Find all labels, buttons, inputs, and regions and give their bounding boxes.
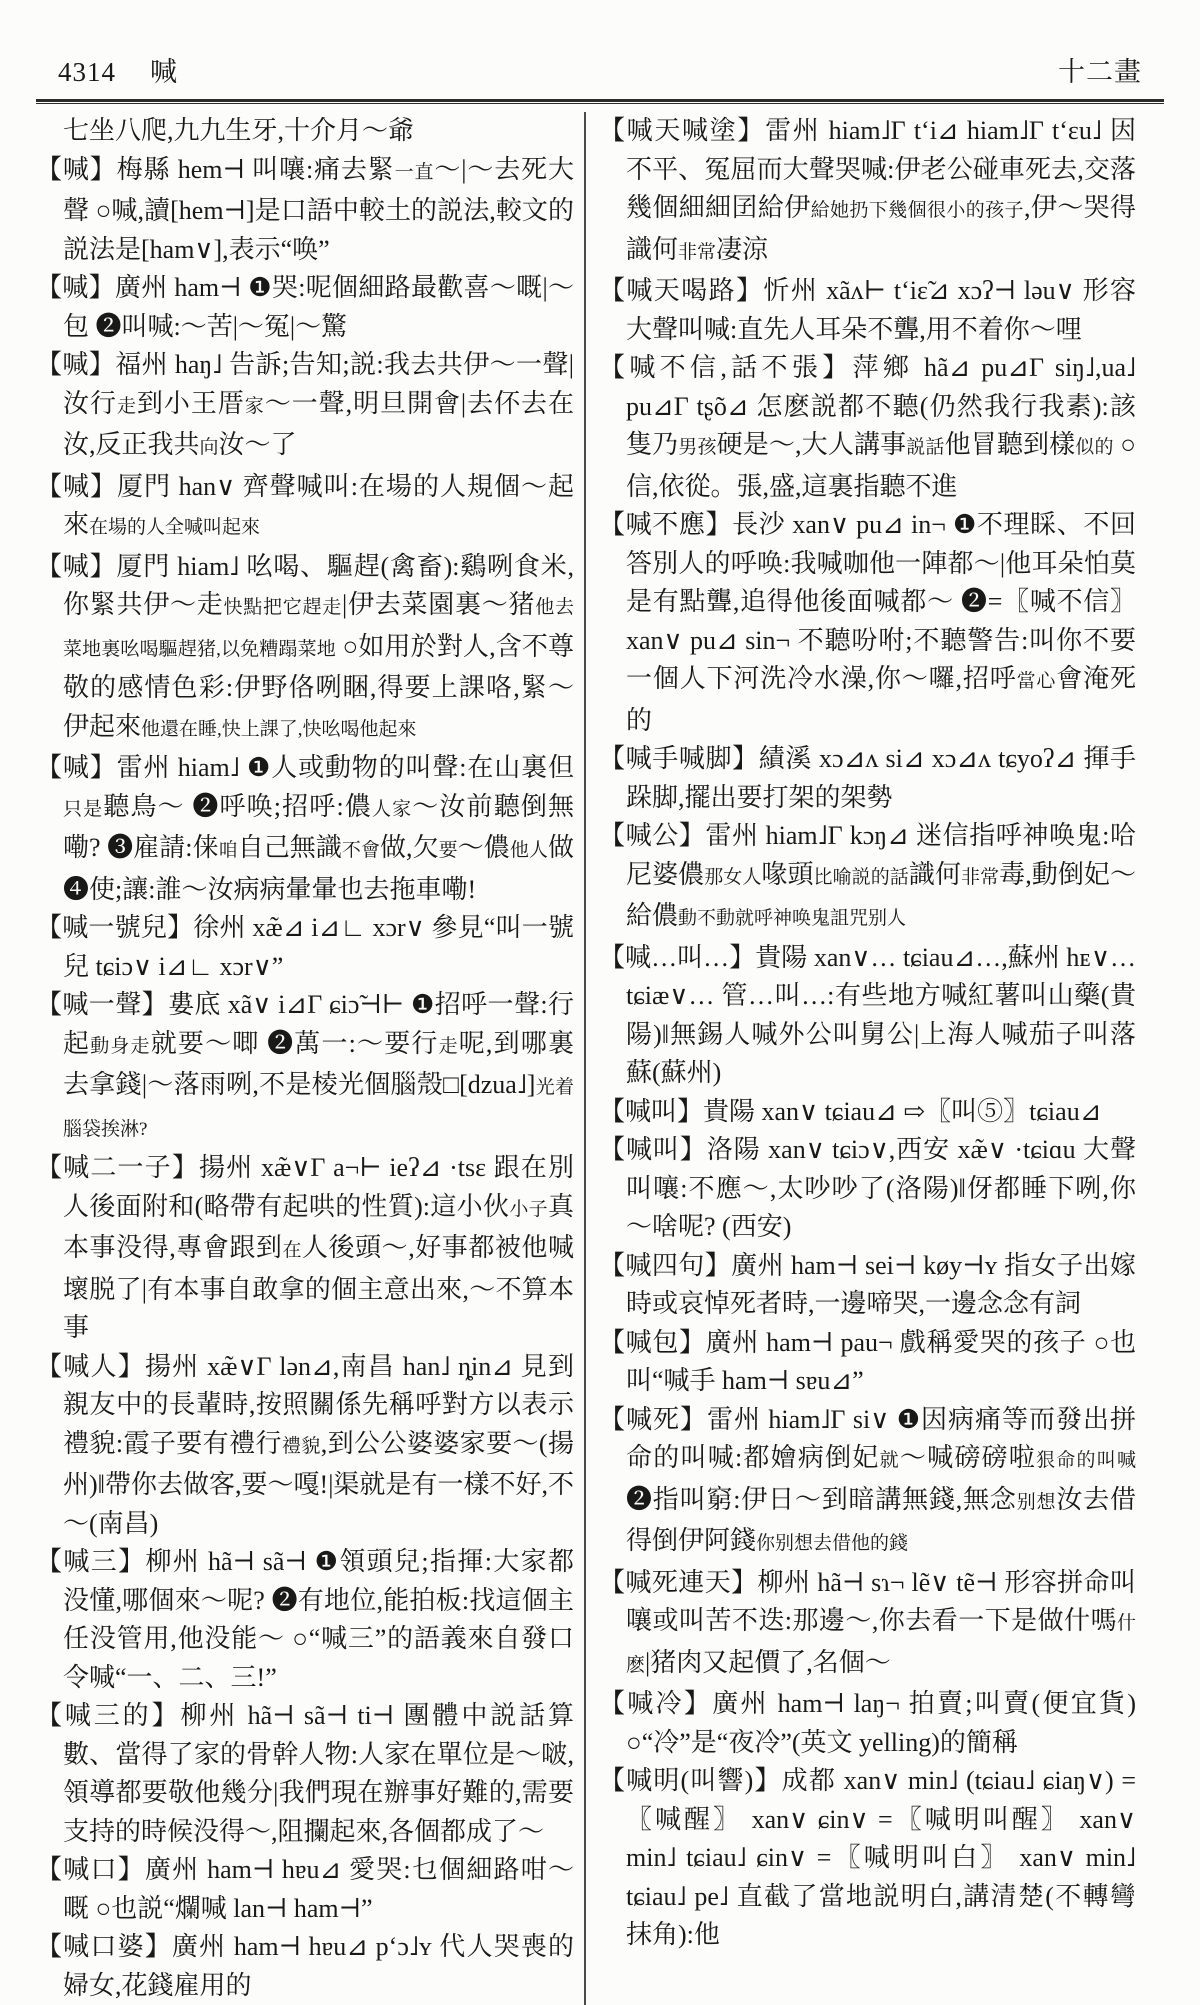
entry-text: 識何 — [908, 859, 962, 889]
gloss-text: 人家 — [371, 798, 413, 820]
gloss-text: 向 — [199, 437, 219, 458]
header-left — [58, 50, 212, 89]
entry-text: 【喊叫】貴陽 xan∨ tɕiau⊿ ⇨〖叫⑤〗tɕiau⊿ — [599, 1096, 1102, 1126]
entry-text: 【喊手喊脚】績溪 xɔ⊿ʌ si⊿ xɔ⊿ʌ tɕyoʔ⊿ 揮手跺脚,擺出要打架的架勢 — [599, 744, 1136, 812]
dictionary-entry — [599, 1131, 1136, 1247]
entry-text: 就要～唧 ❷萬一:～要行 — [150, 1028, 439, 1058]
dictionary-entry — [36, 1543, 574, 1697]
gloss-text: 給她扔下幾個很小的孩子 — [810, 200, 1024, 221]
radical-character: 喊 — [150, 57, 178, 87]
left-column — [36, 112, 586, 2005]
entry-text: 【喊】廣州 ham⊣ ❶哭:呢個細路最歡喜～嘅|～包 ❷叫喊:～苦|～冤|～驚 — [36, 273, 574, 341]
stroke-section-label: 十二畫 — [1058, 57, 1142, 87]
gloss-text: 小子 — [509, 1198, 548, 1220]
gloss-text: 别想 — [1016, 1491, 1057, 1513]
entry-text: 【喊死連天】柳州 hã⊣ sɿ¬ lẽ∨ tẽ⊣ 形容拼命叫嚷或叫苦不迭:那邊～,你去看一下是做什嗎 — [599, 1567, 1136, 1635]
entry-text: 【喊明(叫響)】成都 xan∨ min˩ (tɕiau˩ ɕiaŋ∨) =〖喊醒〗 xan∨ ɕin∨ =〖喊明叫醒〗 xan∨ min˩ tɕiau˩ ɕin∨ =〖喊明叫白〗 xan∨ min˩ tɕiau˩ pe˩ 直截了當地説明白,講清楚(不轉彎抹角):他 — [599, 1766, 1136, 1949]
entry-text: 凄涼 — [716, 234, 769, 264]
dictionary-entry — [599, 272, 1136, 349]
entry-text: 【喊叫】洛陽 xan∨ tɕiɔ∨,西安 xæ̃∨ ·tɕiɑu 大聲叫嚷:不應～,太吵吵了(洛陽)‖伢都睡下咧,你～啥呢? (西安) — [599, 1135, 1136, 1241]
dictionary-entry — [599, 1093, 1136, 1132]
entry-text: 【喊冷】廣州 ham⊣ laŋ¬ 拍賣;叫賣(便宜貨) ○“冷”是“夜冷”(英文 yelling)的簡稱 — [599, 1689, 1136, 1757]
entry-text: ❷指叫窮:伊日～到暗講無錢,無念 — [626, 1484, 1017, 1514]
gloss-text: 他人 — [509, 840, 548, 861]
entry-text: 【喊】梅縣 hem⊣ 叫嚷:痛去緊 — [36, 154, 395, 184]
gloss-text: 走 — [116, 395, 137, 417]
entry-text: 【喊…叫…】貴陽 xan∨… tɕiau⊿…,蘇州 hᴇ∨… tɕiæ∨… 管…叫…:有些地方喊紅薯叫山藥(貴陽)‖無錫人喊外公叫舅公|上海人喊茄子叫落蘇(蘇州) — [599, 942, 1136, 1087]
dictionary-entry — [36, 1928, 574, 2005]
dictionary-entry — [36, 749, 574, 909]
gloss-text: 咱 — [218, 840, 238, 861]
page-header — [36, 50, 1164, 99]
gloss-text: 要 — [438, 840, 458, 861]
entry-text: ,到公公婆婆家要～(揚州)‖帶你去做客,要～嘎!|渠就是有一樣不好,不～(南昌) — [63, 1428, 574, 1538]
gloss-text: 家 — [244, 395, 265, 417]
dictionary-entry — [36, 909, 574, 986]
entry-text: 【喊】厦門 hiam˩ 吆喝、驅趕(禽畜):鷄咧食米,你緊共伊～走 — [36, 551, 574, 619]
dictionary-entry — [36, 112, 574, 151]
gloss-text: 什麽 — [626, 1613, 1136, 1676]
gloss-text: 在 — [282, 1240, 302, 1261]
entry-text: 【喊人】揚州 xæ̃∨Γ lən⊿,南昌 han˩ ȵin⊿ 見到親友中的長輩時,按照關係先稱呼對方以表示禮貌:霞子要有禮行 — [36, 1351, 574, 1458]
entry-text: 硬是～,大人講事 — [716, 430, 907, 459]
dictionary-entry — [36, 1851, 574, 1928]
entry-text: 自己無識 — [237, 833, 342, 862]
entry-text: ～一聲,明旦開會|去伓去在汝,反正我共 — [63, 388, 574, 459]
gloss-text: 只是 — [63, 798, 104, 820]
dictionary-entry — [599, 1247, 1136, 1324]
gloss-text: 似的 — [1075, 437, 1114, 458]
text-columns — [36, 112, 1164, 2005]
gloss-text: 狠命的叫喊 — [1036, 1450, 1136, 1471]
dictionary-entry — [599, 112, 1136, 272]
entry-text: |猪肉又起價了,名個～ — [645, 1647, 891, 1677]
gloss-text: 他還在睡,快上課了,快吆喝他起來 — [141, 718, 417, 740]
entry-text: 聽鳥～ ❷呼唤;招呼:儂 — [103, 791, 372, 821]
dictionary-entry — [599, 1762, 1136, 1955]
header-rule — [36, 99, 1164, 104]
page-number: 4314 — [58, 57, 116, 87]
entry-text: 真本事没得,專會跟到 — [63, 1191, 574, 1262]
entry-text: 喙頭 — [761, 859, 814, 889]
entry-text: 【喊不信,話不張】萍鄉 hã⊿ pu⊿Γ siŋ˩,ua˩ pu⊿Γ tʂõ⊿ 怎麽説都不聽(仍然我行我素):該隻乃 — [599, 353, 1136, 459]
gloss-text: 説話 — [906, 437, 945, 458]
entry-text: 【喊四句】廣州 ham⊣ sei⊣ køy⊣ʏ 指女子出嫁時或哀悼死者時,一邊啼哭,一邊念念有詞 — [599, 1250, 1136, 1318]
entry-text: 【喊天喊塗】雷州 hiam˩Γ tʻi⊿ hiam˩Γ tʻɛu˩ 因不平、冤屈而大聲哭喊:伊老公碰車死去,交落幾個細細囝給伊 — [599, 116, 1136, 222]
dictionary-entry — [36, 1149, 574, 1348]
entry-text: 【喊不應】長沙 xan∨ pu⊿ in¬ ❶不理睬、不回答別人的呼唤:我喊咖他一陣都～|他耳朵怕莫是有點聾,追得他後面喊都～ ❷=〖喊不信〗 xan∨ pu⊿ sin¬ 不聽吩咐;不聽警告:叫你不要一個人下河洗冷水澡,你～囉,招呼 — [599, 510, 1136, 693]
dictionary-entry — [599, 506, 1136, 740]
gloss-text: 禮貌 — [281, 1435, 321, 1457]
entry-text: 到小王厝 — [136, 388, 245, 418]
entry-text: 【喊】雷州 hiam˩ ❶人或動物的叫聲:在山裏但 — [36, 753, 574, 782]
entry-text: 【喊口】廣州 ham⊣ hɐu⊿ 愛哭:乜個細路咁～嘅 ○也説“爛喊 lan⊣ ham⊣” — [36, 1855, 574, 1923]
gloss-text: 動身走 — [90, 1035, 151, 1057]
gloss-text: 他去菜地裏吆喝驅趕猪,以免糟蹋菜地 — [63, 597, 574, 660]
entry-text: 會淹死的 — [626, 664, 1136, 735]
dictionary-entry — [599, 1564, 1136, 1686]
gloss-text: 當心 — [1016, 671, 1057, 692]
gloss-text: 那女人 — [704, 866, 762, 888]
entry-text: 汝去借得倒伊阿錢 — [626, 1484, 1136, 1555]
gloss-text: 不會 — [341, 840, 380, 861]
entry-text: ～儂 — [457, 833, 510, 862]
entry-text: 【喊天喝路】忻州 xãʌ⊢ tʻiɛ̃⊿ xɔʔ⊣ ləu∨ 形容大聲叫喊:直先人耳朵不聾,用不着你～哩 — [599, 276, 1136, 344]
entry-text: 【喊包】廣州 ham⊣ pau¬ 戲稱愛哭的孩子 ○也叫“喊手 ham⊣ sɐu⊿” — [599, 1327, 1136, 1395]
dictionary-entry — [599, 817, 1136, 939]
gloss-text: 一直 — [394, 161, 435, 183]
entry-text: 【喊口婆】廣州 ham⊣ hɐu⊿ pʻɔ˩ʏ 代人哭喪的婦女,花錢雇用的 — [36, 1932, 574, 2000]
entry-text: 【喊一號兒】徐州 xæ̃⊿ i⊿∟ xɔr∨ 參見“叫一號兒 tɕiɔ∨ i⊿∟ xɔr∨” — [36, 913, 574, 981]
dictionary-entry — [36, 1348, 574, 1544]
entry-text: 【喊】福州 haŋ˩ 告訴;告知;説:我去共伊～一聲|汝行 — [36, 350, 574, 418]
entry-text: 呢,到哪裏去拿錢|～落雨咧,不是棱光個腦殼□[dzua˩] — [63, 1028, 574, 1099]
dictionary-entry — [599, 740, 1136, 817]
entry-text: 【喊二一子】揚州 xæ̃∨Γ a¬⊢ ieʔ⊿ ·tsɛ 跟在別人後面附和(略帶有起哄的性質):這小伙 — [36, 1153, 574, 1221]
entry-text: ～喊磅磅啦 — [899, 1443, 1037, 1472]
entry-text: 做,欠 — [380, 833, 439, 862]
gloss-text: 走 — [438, 1035, 459, 1057]
entry-text: ～|～去死大聲 ○喊,讀[hem⊣]是口語中較土的説法,較文的説法是[ham∨],表示“唤” — [63, 154, 574, 264]
dictionary-entry — [36, 548, 574, 750]
dictionary-entry — [36, 269, 574, 346]
entry-text: ,伊～哭得識何 — [626, 193, 1136, 264]
dictionary-entry — [36, 986, 574, 1149]
entry-text: 【喊一聲】婁底 xã∨ i⊿Γ ɕiɔ̃⊣⊢ ❶招呼一聲:行起 — [36, 990, 574, 1058]
dictionary-entry — [36, 468, 574, 548]
gloss-text: 快點把它趕走 — [223, 597, 342, 618]
gloss-text: 比喻説的話 — [813, 866, 909, 888]
dictionary-entry — [599, 1401, 1136, 1564]
dictionary-entry — [599, 349, 1136, 506]
gloss-text: 在場的人全喊叫起來 — [89, 517, 261, 538]
entry-text: 做 ❹使;讓:誰～汝病病暈暈也去拖車嘞! — [63, 833, 574, 904]
entry-text: ○如用於對人,含不尊敬的感情色彩:伊野佫咧睏,得要上課咯,緊～伊起來 — [63, 631, 574, 741]
dictionary-entry — [36, 151, 574, 270]
entry-text: ～汝前聽倒無嘞? ❸雇請:俫 — [63, 791, 574, 862]
dictionary-entry — [36, 1697, 574, 1851]
entry-text: 汝～了 — [218, 430, 297, 459]
gloss-text: 你别想去借他的錢 — [756, 1533, 909, 1554]
gloss-text: 非常 — [961, 866, 1000, 888]
entry-text: 人後頭～,好事都被他喊壞脱了|有本事自敢拿的個主意出來,～不算本事 — [63, 1233, 574, 1342]
gloss-text: 動不動就呼神唤鬼詛咒别人 — [678, 908, 907, 929]
dictionary-entry — [599, 1324, 1136, 1401]
gloss-text: 非常 — [678, 241, 717, 263]
entry-text: 【喊三】柳州 hã⊣ sã⊣ ❶領頭兒;指揮:大家都没懂,哪個來～呢? ❷有地位,能拍板:找這個主任没管用,他没能～ ○“喊三”的語義來自發口令喊“一、二、三!” — [36, 1547, 574, 1692]
gloss-text: 男孩 — [678, 437, 717, 458]
dictionary-entry — [36, 346, 574, 468]
right-column — [586, 112, 1136, 2005]
gloss-text: 光着腦袋挨淋? — [63, 1077, 574, 1140]
gloss-text: 就 — [879, 1450, 900, 1471]
entry-text: 毒,動倒妃～給儂 — [626, 859, 1136, 930]
dictionary-entry — [599, 939, 1136, 1093]
entry-text: |伊去菜園裏～猪 — [342, 590, 536, 619]
entry-text: 他冒聽到樣 — [944, 430, 1076, 459]
entry-text: 【喊公】雷州 hiam˩Γ kɔŋ⊿ 迷信指呼神唤鬼:哈尼婆儂 — [599, 821, 1136, 889]
entry-text: 七坐八爬,九九生牙,十介月～爺 — [63, 116, 415, 145]
entry-text: ○信,依從。張,盛,這裏指聽不進 — [626, 430, 1136, 501]
entry-text: 【喊死】雷州 hiam˩Γ si∨ ❶因病痛等而發出拼命的叫喊:都嬒病倒妃 — [599, 1404, 1136, 1472]
entry-text: 【喊】厦門 han∨ 齊聲喊叫:在場的人規個～起來 — [36, 471, 574, 539]
entry-text: 【喊三的】柳州 hã⊣ sã⊣ ti⊣ 團體中説話算數、當得了家的骨幹人物:人家在單位是～啵,領導都要敬他幾分|我們現在辦事好難的,需要支持的時候没得～,阻攔起來,各個都成了～ — [36, 1701, 574, 1846]
